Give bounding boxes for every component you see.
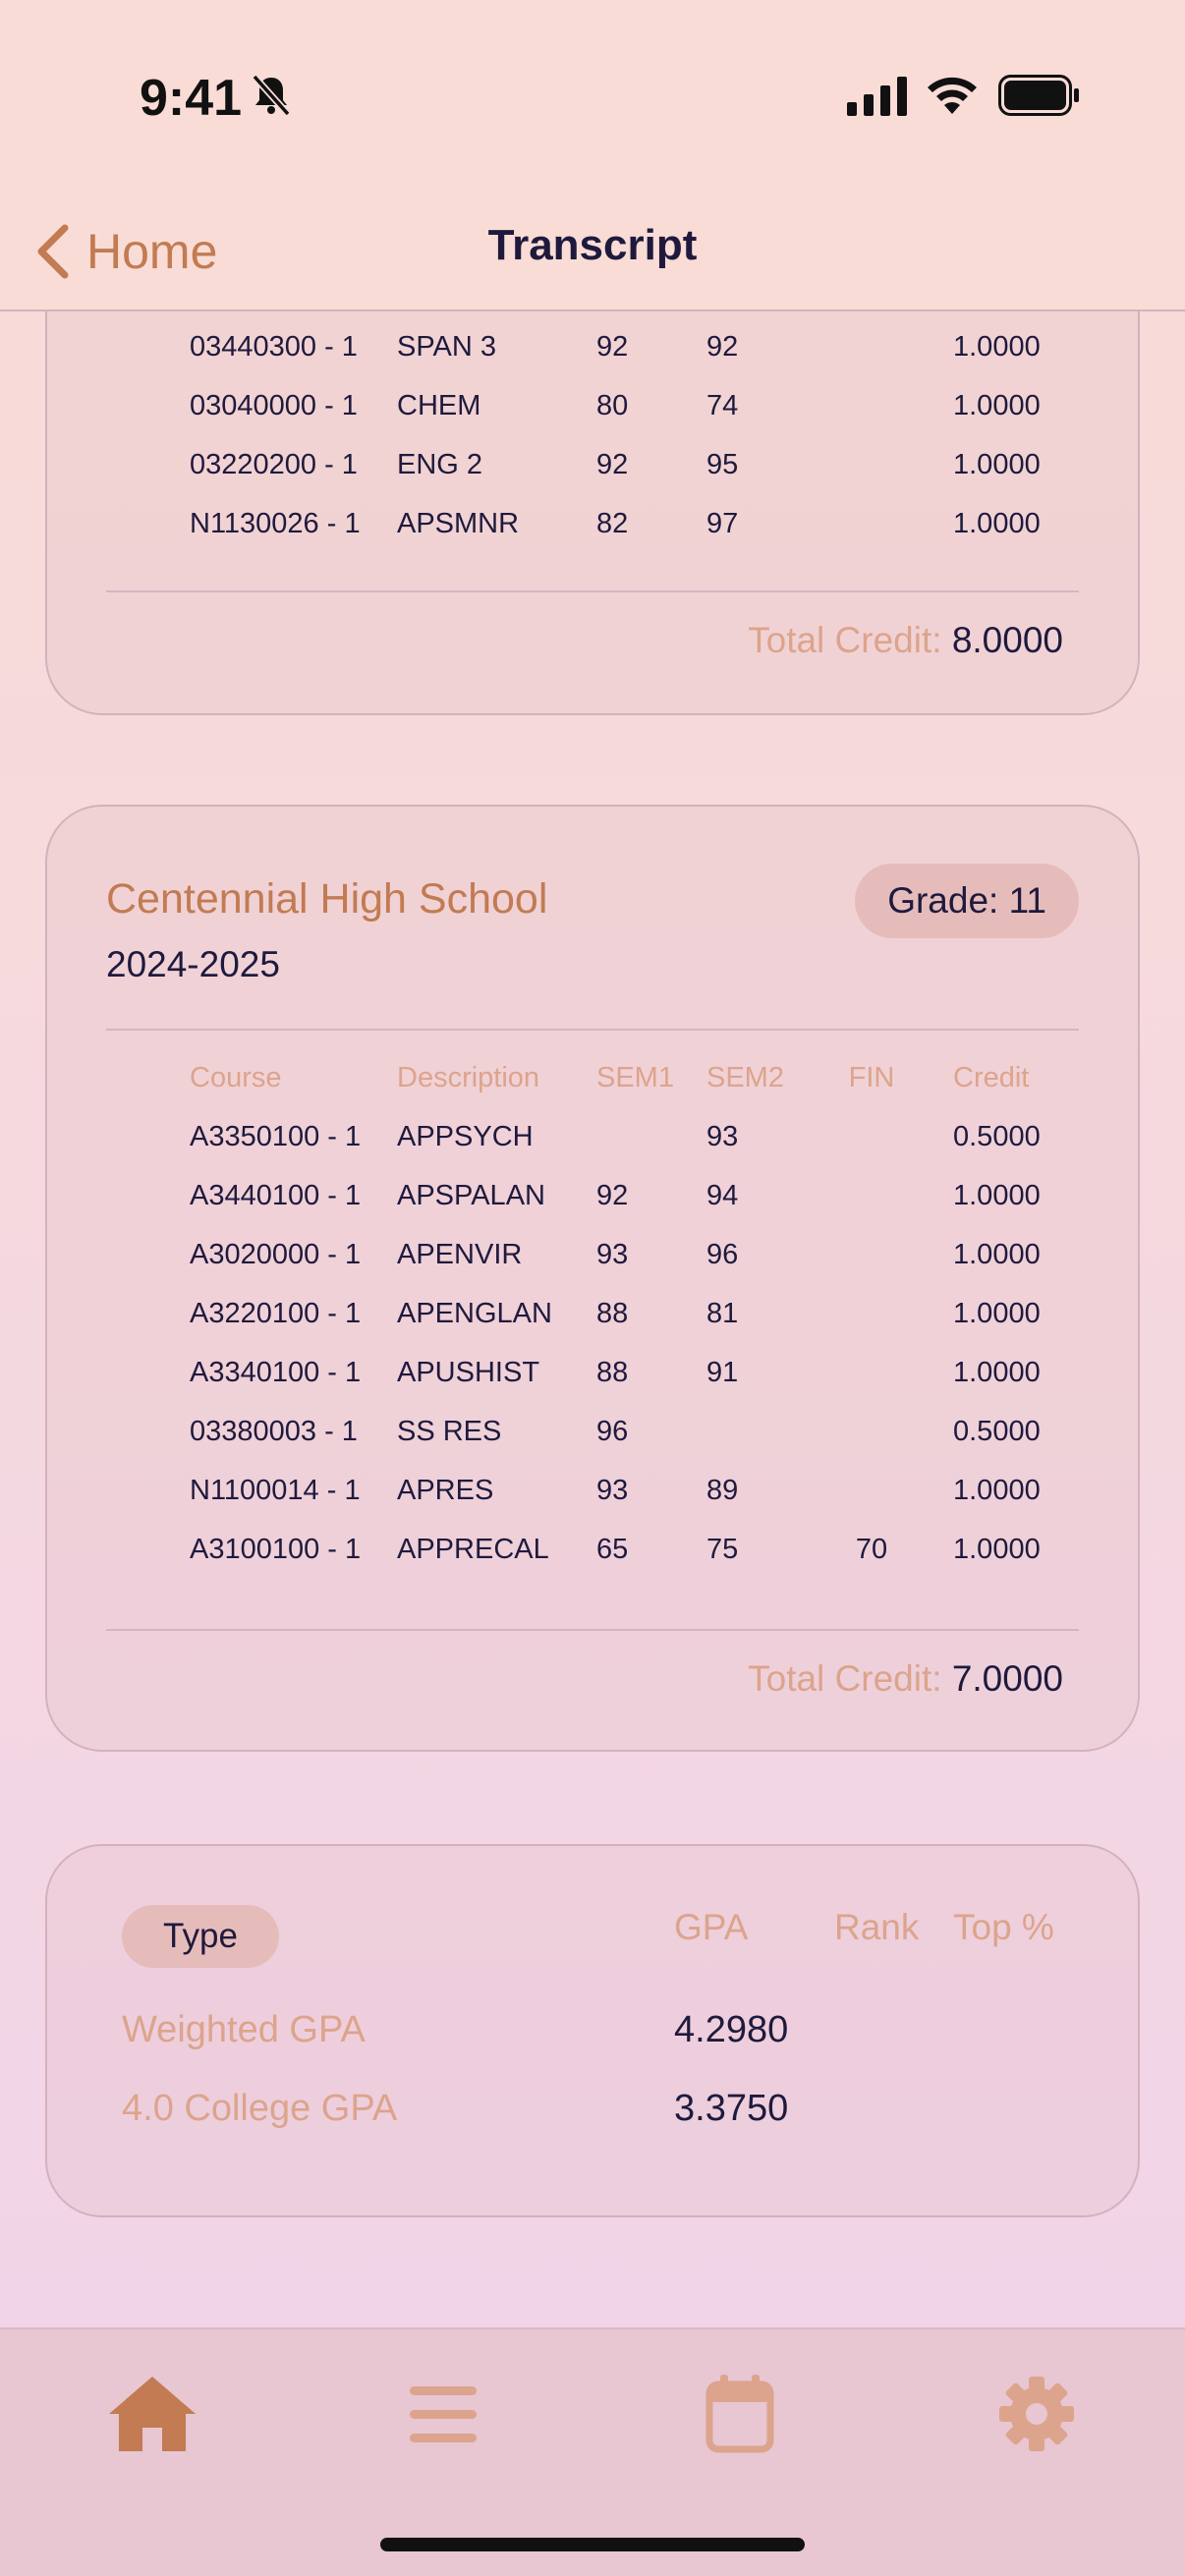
header-description: Description bbox=[397, 1062, 540, 1093]
sem2-grade: 91 bbox=[706, 1357, 739, 1388]
battery-icon bbox=[998, 75, 1081, 116]
cellular-signal-icon bbox=[847, 77, 908, 116]
course-code: A3440100 - 1 bbox=[190, 1180, 362, 1211]
course-code: 03040000 - 1 bbox=[190, 390, 358, 421]
sem2-grade: 74 bbox=[706, 390, 739, 421]
transcript-card-2024-2025 bbox=[45, 805, 1140, 1752]
list-icon bbox=[408, 2382, 479, 2445]
type-column-header: Type bbox=[122, 1905, 279, 1968]
divider bbox=[106, 590, 1079, 592]
sem2-grade: 93 bbox=[706, 1121, 739, 1152]
total-credit bbox=[748, 1658, 1063, 1700]
course-credit: 1.0000 bbox=[953, 1239, 1041, 1270]
course-description: ENG 2 bbox=[397, 449, 483, 480]
sem1-grade: 92 bbox=[596, 449, 629, 480]
sem1-grade: 88 bbox=[596, 1357, 629, 1388]
course-description: APPRECAL bbox=[397, 1534, 549, 1565]
sem1-grade: 92 bbox=[596, 331, 629, 363]
course-description: SS RES bbox=[397, 1416, 502, 1447]
header-fin: FIN bbox=[848, 1062, 895, 1093]
course-credit: 1.0000 bbox=[953, 1534, 1041, 1565]
sem2-grade: 95 bbox=[706, 449, 739, 480]
divider bbox=[106, 1629, 1079, 1631]
home-indicator[interactable] bbox=[380, 2538, 805, 2551]
header-sem1: SEM1 bbox=[596, 1062, 674, 1093]
total-credit-value: 8.0000 bbox=[951, 620, 1063, 660]
sem1-grade: 82 bbox=[596, 508, 629, 539]
course-credit: 1.0000 bbox=[953, 1298, 1041, 1329]
sem1-grade: 80 bbox=[596, 390, 629, 421]
gear-icon bbox=[997, 2375, 1076, 2453]
tab-calendar[interactable] bbox=[691, 2365, 789, 2463]
gpa-value: 3.3750 bbox=[674, 2088, 789, 2129]
course-credit: 1.0000 bbox=[953, 331, 1041, 363]
sem1-grade: 93 bbox=[596, 1475, 629, 1506]
course-credit: 1.0000 bbox=[953, 508, 1041, 539]
header-credit: Credit bbox=[953, 1062, 1030, 1093]
course-credit: 1.0000 bbox=[953, 1475, 1041, 1506]
top-percent-column-header: Top % bbox=[953, 1907, 1054, 1947]
sem1-grade: 65 bbox=[596, 1534, 629, 1565]
course-code: 03440300 - 1 bbox=[190, 331, 358, 363]
rank-column-header: Rank bbox=[834, 1907, 920, 1947]
sem2-grade: 81 bbox=[706, 1298, 739, 1329]
course-code: A3100100 - 1 bbox=[190, 1534, 362, 1565]
sem2-grade: 75 bbox=[706, 1534, 739, 1565]
course-code: 03380003 - 1 bbox=[190, 1416, 358, 1447]
course-credit: 0.5000 bbox=[953, 1121, 1041, 1152]
final-grade: 70 bbox=[855, 1534, 888, 1565]
wifi-icon bbox=[925, 73, 980, 114]
course-description: APENVIR bbox=[397, 1239, 523, 1270]
course-credit: 1.0000 bbox=[953, 1180, 1041, 1211]
course-code: A3220100 - 1 bbox=[190, 1298, 362, 1329]
back-button-label: Home bbox=[86, 224, 218, 279]
course-description: CHEM bbox=[397, 390, 481, 421]
course-description: APPSYCH bbox=[397, 1121, 534, 1152]
school-name: Centennial High School bbox=[106, 875, 548, 923]
calendar-icon bbox=[705, 2375, 774, 2453]
course-description: APRES bbox=[397, 1475, 494, 1506]
course-description: APSPALAN bbox=[397, 1180, 545, 1211]
bell-slash-icon bbox=[249, 73, 294, 118]
course-code: A3350100 - 1 bbox=[190, 1121, 362, 1152]
course-code: N1100014 - 1 bbox=[190, 1475, 361, 1506]
transcript-scroll-area[interactable] bbox=[0, 311, 1185, 2327]
sem2-grade: 97 bbox=[706, 508, 739, 539]
header-sem2: SEM2 bbox=[706, 1062, 784, 1093]
grade-badge: Grade: 11 bbox=[855, 864, 1079, 938]
divider bbox=[106, 1029, 1079, 1031]
course-description: APENGLAN bbox=[397, 1298, 552, 1329]
gpa-type-label: Weighted GPA bbox=[122, 2009, 366, 2050]
course-credit: 1.0000 bbox=[953, 390, 1041, 421]
total-credit-label: Total Credit: bbox=[748, 620, 942, 660]
course-description: APSMNR bbox=[397, 508, 520, 539]
page-title: Transcript bbox=[487, 221, 698, 269]
total-credit-value: 7.0000 bbox=[951, 1658, 1063, 1699]
sem2-grade: 94 bbox=[706, 1180, 739, 1211]
tab-list[interactable] bbox=[394, 2365, 492, 2463]
tab-home[interactable] bbox=[103, 2365, 201, 2463]
course-credit: 1.0000 bbox=[953, 449, 1041, 480]
sem2-grade: 89 bbox=[706, 1475, 739, 1506]
course-credit: 0.5000 bbox=[953, 1416, 1041, 1447]
course-code: N1130026 - 1 bbox=[190, 508, 361, 539]
home-icon bbox=[107, 2375, 198, 2453]
school-year: 2024-2025 bbox=[106, 944, 280, 984]
sem2-grade: 92 bbox=[706, 331, 739, 363]
gpa-value: 4.2980 bbox=[674, 2009, 789, 2050]
status-bar bbox=[0, 0, 1185, 192]
sem1-grade: 96 bbox=[596, 1416, 629, 1447]
total-credit bbox=[748, 620, 1063, 661]
course-credit: 1.0000 bbox=[953, 1357, 1041, 1388]
sem1-grade: 93 bbox=[596, 1239, 629, 1270]
sem2-grade: 96 bbox=[706, 1239, 739, 1270]
navigation-bar bbox=[0, 192, 1185, 311]
total-credit-label: Total Credit: bbox=[748, 1658, 942, 1699]
transcript-card-previous-year bbox=[45, 311, 1140, 715]
course-code: A3020000 - 1 bbox=[190, 1239, 362, 1270]
course-description: SPAN 3 bbox=[397, 331, 497, 363]
header-course: Course bbox=[190, 1062, 282, 1093]
gpa-summary-card bbox=[45, 1844, 1140, 2217]
gpa-column-header: GPA bbox=[674, 1907, 749, 1947]
sem1-grade: 88 bbox=[596, 1298, 629, 1329]
gpa-type-label: 4.0 College GPA bbox=[122, 2088, 398, 2129]
sem1-grade: 92 bbox=[596, 1180, 629, 1211]
status-time: 9:41 bbox=[140, 70, 243, 127]
course-description: APUSHIST bbox=[397, 1357, 540, 1388]
tab-settings[interactable] bbox=[988, 2365, 1086, 2463]
course-code: A3340100 - 1 bbox=[190, 1357, 362, 1388]
course-code: 03220200 - 1 bbox=[190, 449, 358, 480]
